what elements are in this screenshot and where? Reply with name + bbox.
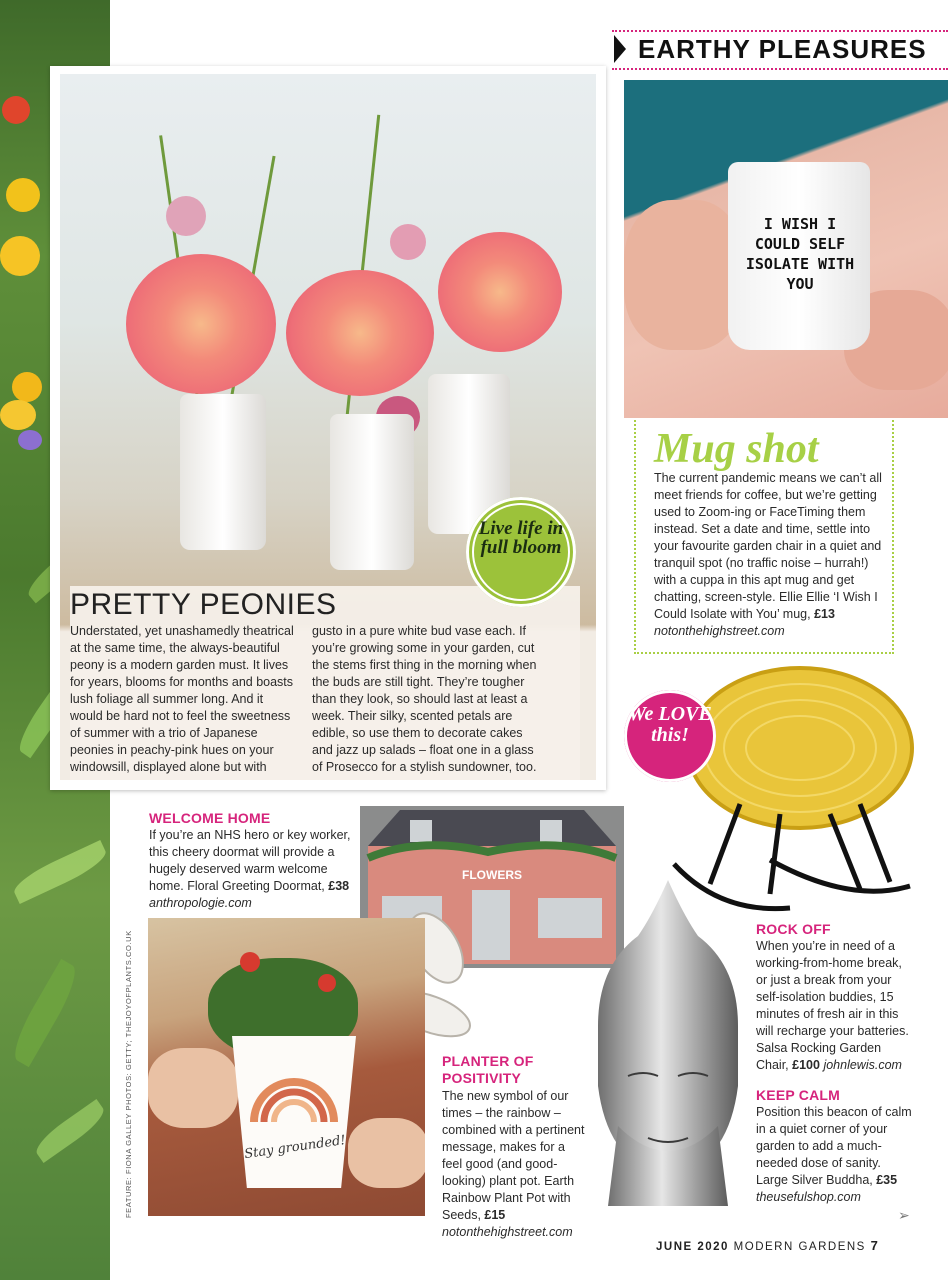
keep-calm-body (756, 1104, 916, 1206)
keep-calm-heading: KEEP CALM (756, 1087, 840, 1103)
planter-photo (148, 918, 425, 1216)
rock-source: johnlewis.com (823, 1058, 902, 1072)
page-number: 7 (870, 1238, 880, 1253)
article-column-1: Understated, yet unashamedly theatrical at the same time, the always-beautiful peony is a modern garden must. It lives for years, blooms for months and boasts lush foliage all summer long. And it would be hard not to feel the sweetness of summer with a trio of Japanese peonies in peachy-pink hues on your windowsill, displayed alone but with (70, 624, 294, 774)
welcome-source: anthropologie.com (149, 896, 252, 910)
planter-price: £15 (484, 1208, 506, 1222)
mug-printed-text: I WISH I COULD SELF ISOLATE WITH YOU (745, 215, 855, 293)
mug-shot-body (654, 470, 882, 640)
live-life-badge (466, 497, 576, 607)
footer-magazine: MODERN GARDENS (733, 1241, 866, 1253)
planter-body (442, 1088, 588, 1241)
rock-off-body (756, 938, 916, 1074)
mug-shot-heading: Mug shot (654, 426, 819, 472)
buddha-head-image (588, 876, 748, 1216)
rainbow-icon (232, 1036, 356, 1136)
mug-photo (624, 80, 948, 418)
mug (728, 162, 870, 350)
article-title: PRETTY PEONIES (70, 588, 337, 621)
article-column-2: gusto in a pure white bud vase each. If you’re growing some in your garden, cut the stems first thing in the morning when the buds are still tight. They’re tougher than they look, so should last at least a week. Their silky, scented petals are edible, so use them to decorate cakes and jazz up salads – float one in a glass of Prosecco for a stylish sundowner, too. (312, 624, 537, 774)
welcome-home-body (149, 827, 355, 912)
calm-price: £35 (876, 1173, 898, 1187)
page-footer (656, 1238, 879, 1253)
badge-text: Live life in full bloom (478, 518, 564, 558)
welcome-price: £38 (328, 879, 350, 893)
planter-heading: PLANTER OF POSITIVITY (442, 1053, 534, 1086)
calm-description: Position this beacon of calm in a quiet corner of your garden to add a much-needed dose of sanity. Large Silver Buddha, (756, 1105, 912, 1187)
chevron-right-icon (614, 35, 626, 63)
planter-source: notonthehighstreet.com (442, 1225, 573, 1239)
section-header (612, 30, 948, 70)
welcome-description: If you’re an NHS hero or key worker, this cheery doormat will provide a hugely deserved warm welcome home. Floral Greeting Doormat, (149, 828, 351, 893)
welcome-home-heading: WELCOME HOME (149, 810, 271, 826)
rock-price: £100 (792, 1058, 820, 1072)
plant-pot (232, 1036, 356, 1188)
planter-description: The new symbol of our times – the rainbow – combined with a pertinent message, makes for a feel good (and good-looking) plant pot. Earth Rainbow Plant Pot with Seeds, (442, 1089, 585, 1222)
calm-source: theusefulshop.com (756, 1190, 861, 1204)
pot-text: Stay grounded! (243, 1132, 347, 1163)
mug-description: The current pandemic means we can’t all meet friends for coffee, but we’re getting used to Zoom-ing or FaceTiming them instead. Set a date and time, settle into your favourite garden chair in a quiet and tranquil spot (no traffic noise – hurrah!) with a cuppa in this apt mug and get chatting, screen-style. Ellie Ellie ‘I Wish I Could Isolate with You’ mug, (654, 471, 882, 621)
badge-text: We LOVE this! (628, 703, 712, 746)
footer-date: JUNE 2020 (656, 1241, 729, 1253)
rock-description: When you’re in need of a working-from-home break, or just a break from your self-isolation buddies, 15 minutes of fresh air in this will recharge your batteries. Salsa Rocking Garden Chair, (756, 939, 909, 1072)
we-love-this-badge (624, 690, 716, 782)
arrow-icon: ➢ (898, 1208, 910, 1224)
rock-off-heading: ROCK OFF (756, 921, 831, 937)
section-title: EARTHY PLEASURES (638, 34, 927, 64)
mug-source: notonthehighstreet.com (654, 624, 785, 638)
doormat-text: FLOWERS (462, 868, 522, 882)
photo-credits: FEATURE: FIONA GALLEY PHOTOS: GETTY; THEJOYOFPLANTS.CO.UK (124, 930, 133, 1218)
mug-price: £13 (814, 607, 835, 621)
